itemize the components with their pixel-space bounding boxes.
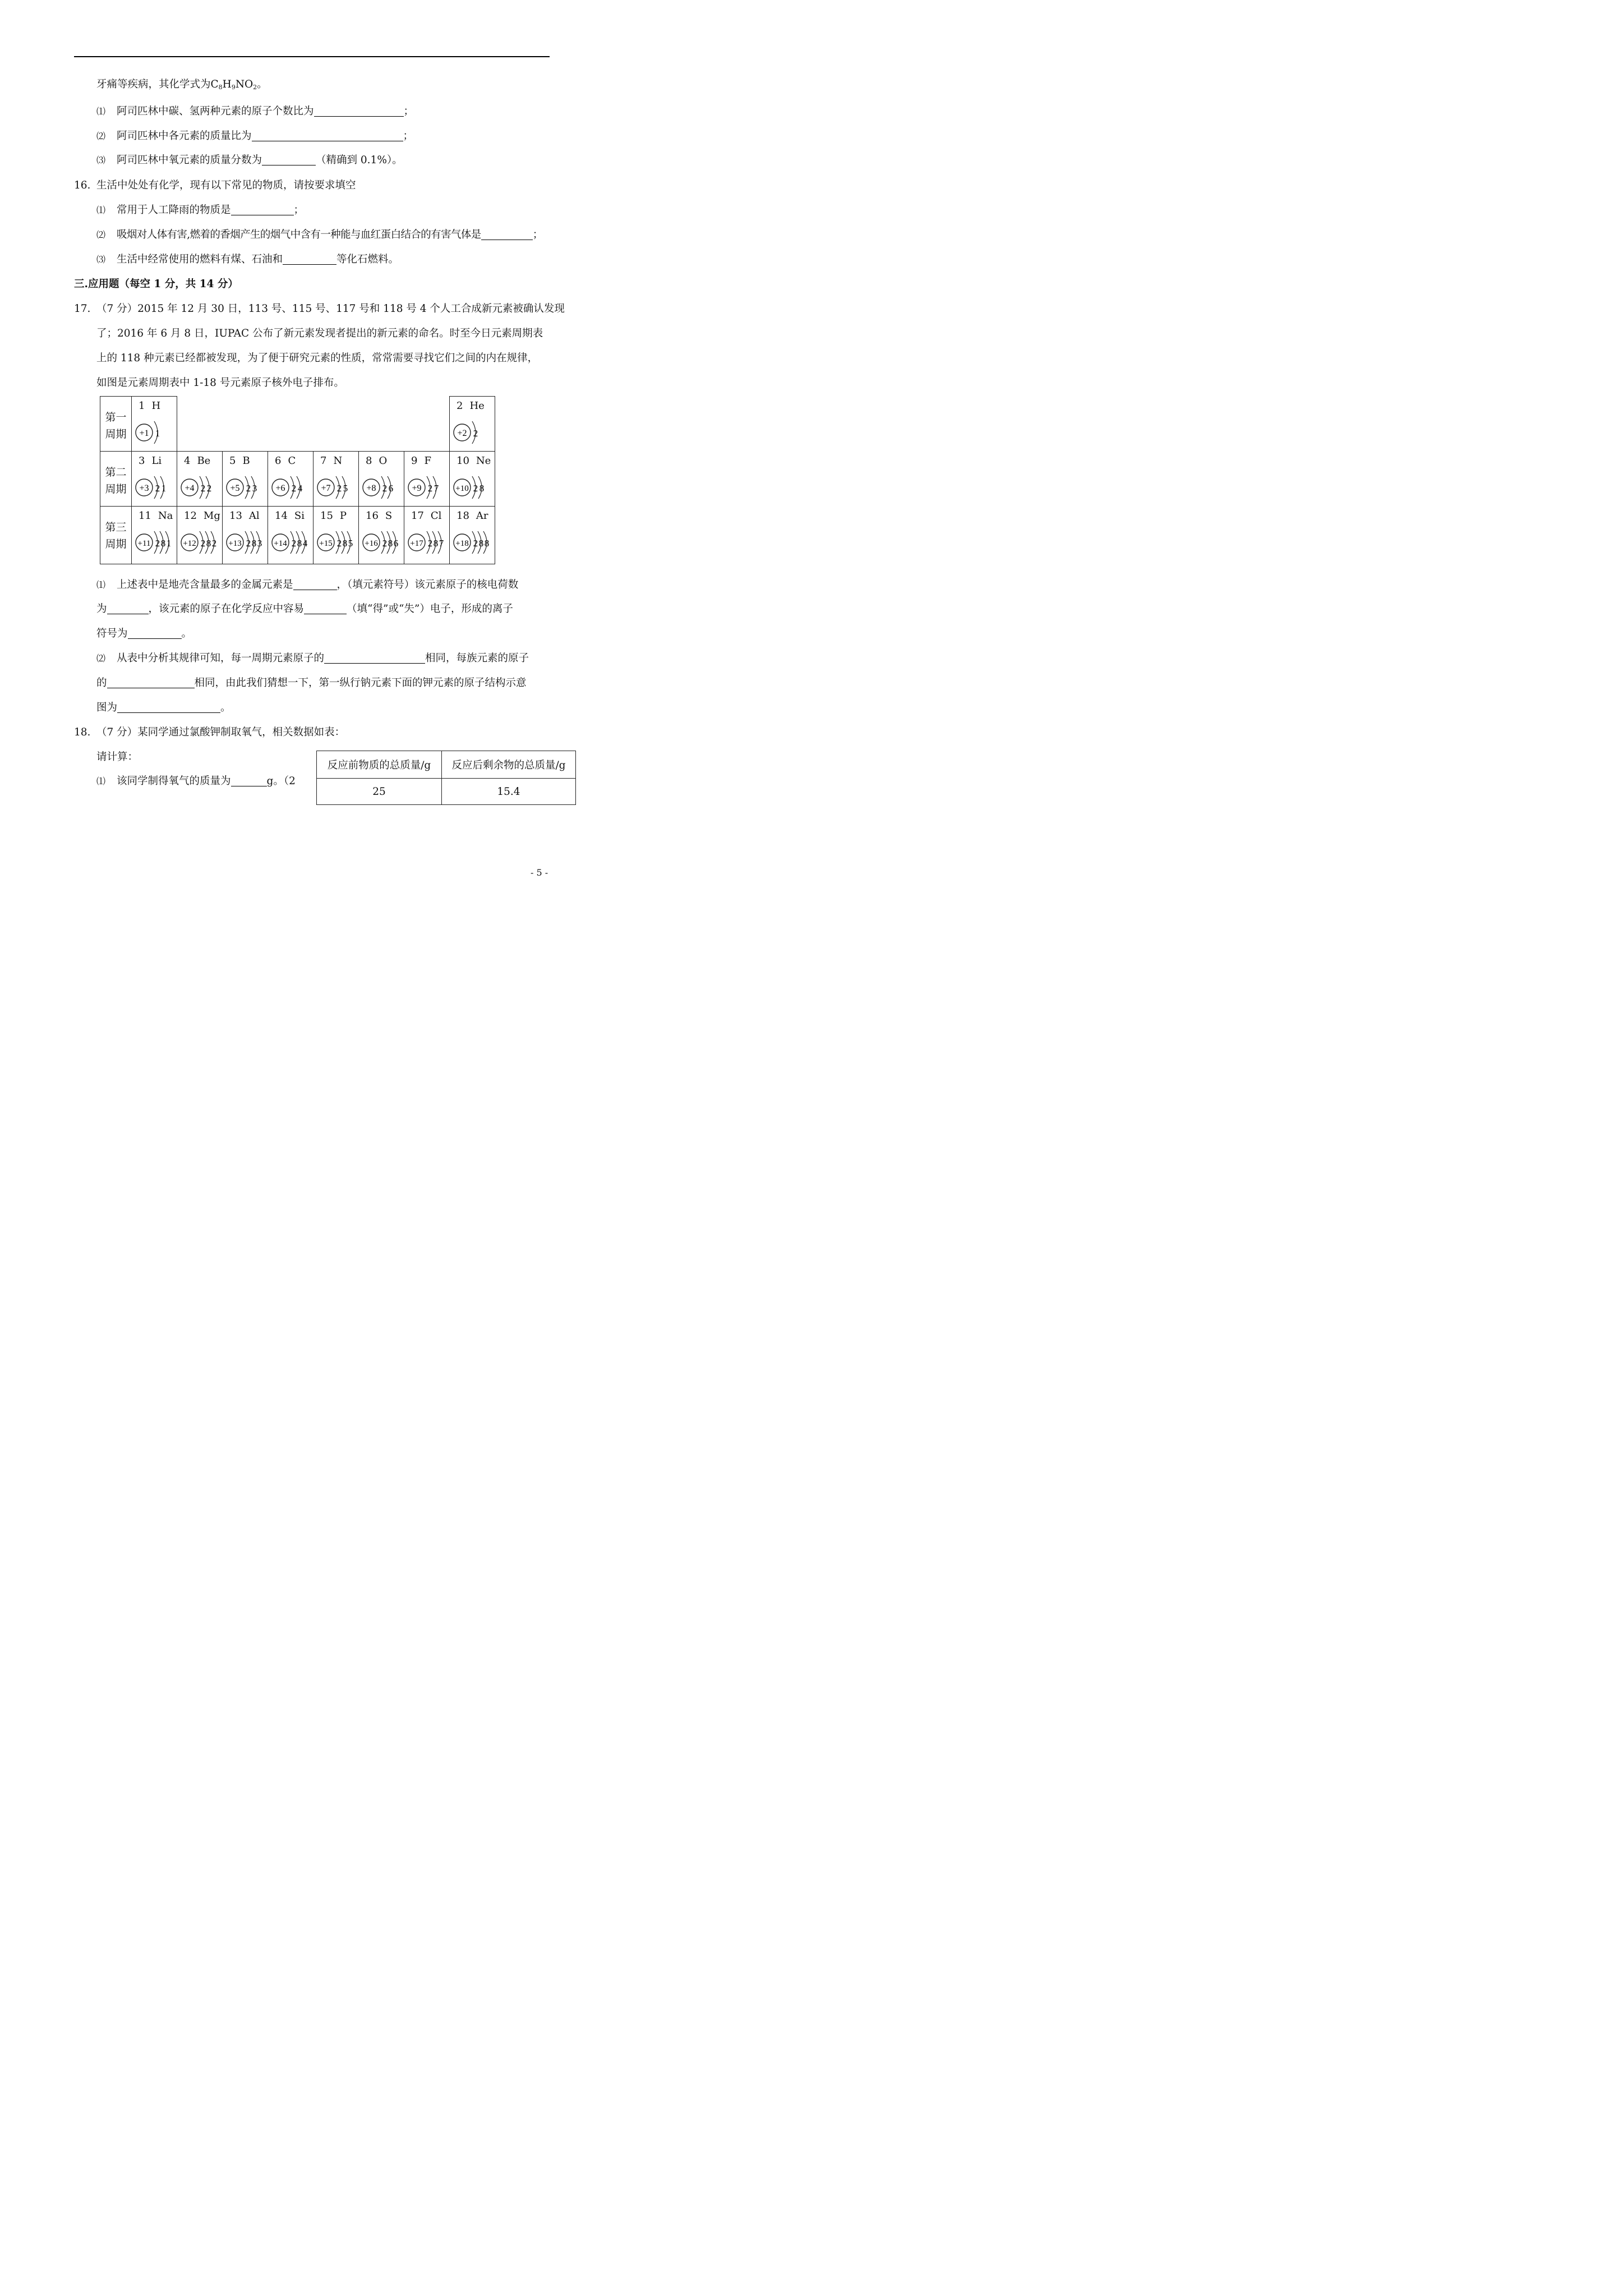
nucleus-charge: +12: [183, 539, 196, 548]
shell-electron-count: 2: [473, 538, 478, 549]
nucleus-charge: +3: [139, 484, 149, 493]
period-row-label: [100, 451, 132, 507]
element-cell: [404, 506, 450, 564]
element-symbol: Li: [151, 455, 162, 467]
atomic-number: 10: [457, 455, 469, 467]
element-header: [320, 510, 347, 522]
q16-part-2: ⑵ 吸烟对人体有害,燃着的香烟产生的烟气中含有一种能与血红蛋白结合的有害气体是 ；: [96, 229, 543, 241]
answer-blank[interactable]: [293, 578, 337, 590]
nucleus-charge: +10: [455, 484, 469, 493]
nucleus-charge: +16: [365, 539, 378, 548]
nucleus-charge: +14: [274, 539, 287, 548]
shell-electron-count: 8: [206, 538, 211, 549]
table-cell: 15.4: [442, 779, 576, 805]
atomic-number: 9: [411, 455, 418, 467]
q17-line-4: 如图是元素周期表中 1-18 号元素原子核外电子排布。: [96, 377, 344, 389]
answer-blank[interactable]: [262, 154, 316, 165]
shell-electron-count: 8: [251, 538, 257, 549]
element-header: [457, 400, 485, 412]
atom-structure-diagram: [359, 470, 404, 504]
element-symbol: C: [288, 455, 296, 467]
shell-electron-count: 7: [439, 538, 444, 549]
nucleus-charge: +11: [137, 539, 151, 548]
element-cell: [131, 396, 177, 452]
element-symbol: S: [385, 510, 393, 522]
answer-blank[interactable]: [252, 130, 403, 141]
shell-electron-count: 4: [302, 538, 308, 549]
element-header: [184, 455, 210, 467]
element-symbol: N: [333, 455, 343, 467]
period-row-label: [100, 396, 132, 452]
shell-electron-count: 6: [393, 538, 399, 549]
atom-structure-diagram: [268, 470, 313, 504]
element-cell: [449, 451, 495, 507]
table-row: [317, 779, 576, 805]
atomic-number: 4: [184, 455, 191, 467]
element-symbol: F: [424, 455, 431, 467]
atomic-number: 17: [411, 510, 424, 522]
period-row-label-text: 第一: [105, 411, 127, 424]
q17-p2-line-3: 图为 。: [96, 702, 231, 714]
shell-electron-count: 2: [427, 483, 433, 494]
q16-part-1: ⑴ 常用于人工降雨的物质是 ；: [96, 204, 305, 216]
element-symbol: H: [151, 400, 161, 412]
atomic-number: 3: [139, 455, 145, 467]
atom-structure-diagram: [313, 470, 359, 504]
nucleus-charge: +18: [455, 539, 469, 548]
shell-electron-count: 8: [342, 538, 348, 549]
element-symbol: Ne: [476, 455, 491, 467]
element-cell: [404, 451, 450, 507]
period-row-label-text: 第二: [105, 466, 127, 478]
nucleus-charge: +5: [230, 484, 240, 493]
period-row-label-text: 周期: [105, 538, 127, 550]
answer-blank[interactable]: [314, 105, 404, 117]
element-cell: [268, 451, 313, 507]
element-cell: [268, 506, 313, 564]
element-symbol: P: [339, 510, 347, 522]
element-symbol: Na: [158, 510, 173, 522]
q17-p1-line-2: 为 ，该元素的原子在化学反应中容易 （填“得”或“失”）电子，形成的离子: [96, 603, 513, 615]
nucleus-charge: +1: [139, 429, 149, 438]
element-symbol: He: [469, 400, 485, 412]
table-header-row: [317, 751, 576, 779]
element-header: [457, 510, 488, 522]
element-symbol: B: [242, 455, 250, 467]
shell-electron-count: 2: [473, 483, 478, 494]
answer-blank[interactable]: [128, 627, 182, 639]
shell-electron-count: 6: [388, 483, 394, 494]
q17-line-2: 了；2016 年 6 月 8 日，IUPAC 公布了新元素发现者提出的新元素的命名。时至今日元素周期表: [96, 328, 543, 339]
element-symbol: Ar: [476, 510, 488, 522]
answer-blank[interactable]: [231, 775, 267, 786]
shell-electron-count: 8: [160, 538, 166, 549]
oxygen-data-table: [316, 751, 576, 805]
q15-intro: 牙痛等疾病，其化学式为$C_8H_9NO_2$。: [96, 79, 268, 91]
nucleus-charge: +6: [275, 484, 285, 493]
atom-structure-diagram: [132, 415, 177, 449]
shell-electron-count: 2: [246, 538, 251, 549]
atom-structure-diagram: [313, 524, 359, 559]
element-header: [457, 455, 491, 467]
nucleus-charge: +8: [366, 484, 376, 493]
header-rule: [74, 56, 550, 57]
element-symbol: Be: [197, 455, 211, 467]
atom-structure-diagram: [223, 524, 268, 559]
shell-electron-count: 1: [155, 428, 160, 439]
nucleus-charge: +9: [412, 484, 422, 493]
element-header: [411, 455, 431, 467]
q15-part-1: ⑴ 阿司匹林中碳、氢两种元素的原子个数比为 ；: [96, 105, 414, 117]
shell-electron-count: 2: [336, 538, 342, 549]
shell-electron-count: 2: [382, 538, 388, 549]
atomic-number: 7: [320, 455, 327, 467]
atomic-number: 11: [139, 510, 151, 522]
shell-electron-count: 7: [434, 483, 439, 494]
element-cell: [313, 451, 359, 507]
element-cell: [449, 396, 495, 452]
atomic-number: 8: [366, 455, 372, 467]
q17-line-1: 17. （7 分）2015 年 12 月 30 日，113 号、115 号、117 号和 118 号 4 个人工合成新元素被确认发现: [74, 303, 565, 315]
atomic-number: 18: [457, 510, 469, 522]
shell-electron-count: 8: [433, 538, 439, 549]
element-cell: [358, 451, 404, 507]
atom-structure-diagram: [177, 524, 223, 559]
atom-structure-diagram: [223, 470, 268, 504]
shell-electron-count: 8: [484, 538, 490, 549]
shell-electron-count: 2: [382, 483, 388, 494]
nucleus-charge: +2: [457, 429, 467, 438]
atomic-number: 12: [184, 510, 197, 522]
atomic-number: 1: [139, 400, 145, 412]
element-symbol: Cl: [430, 510, 442, 522]
shell-electron-count: 2: [291, 483, 297, 494]
shell-electron-count: 1: [161, 483, 167, 494]
element-symbol: O: [379, 455, 388, 467]
shell-electron-count: 8: [297, 538, 302, 549]
shell-electron-count: 3: [257, 538, 262, 549]
page-number: - 5 -: [531, 867, 548, 878]
element-symbol: Al: [248, 510, 260, 522]
shell-electron-count: 1: [166, 538, 172, 549]
shell-electron-count: 2: [336, 483, 342, 494]
element-cell: [177, 451, 223, 507]
element-header: [139, 455, 162, 467]
table-cell: 25: [317, 779, 442, 805]
q18-part-1: ⑴ 该同学制得氧气的质量为 g。（2: [96, 775, 296, 787]
q16-stem: 16. 生活中处处有化学，现有以下常见的物质，请按要求填空: [74, 180, 356, 191]
shell-electron-count: 2: [211, 538, 217, 549]
shell-electron-count: 8: [388, 538, 393, 549]
period-row-label-text: 周期: [105, 483, 127, 495]
table-header-cell: 反应后剩余物的总质量/g: [442, 751, 576, 779]
atomic-number: 5: [229, 455, 236, 467]
element-header: [366, 510, 392, 522]
atomic-number: 14: [275, 510, 288, 522]
element-header: [184, 510, 220, 522]
q16-part-3: ⑶ 生活中经常使用的燃料有煤、石油和 等化石燃料。: [96, 254, 399, 265]
q18-calc-label: 请计算：: [96, 751, 139, 763]
answer-blank[interactable]: [107, 677, 195, 688]
shell-electron-count: 2: [200, 538, 206, 549]
answer-blank[interactable]: [324, 652, 425, 664]
element-cell: [358, 506, 404, 564]
answer-blank[interactable]: [107, 602, 149, 614]
shell-electron-count: 8: [478, 538, 484, 549]
shell-electron-count: 2: [246, 483, 251, 494]
answer-blank[interactable]: [283, 253, 336, 265]
q17-p1-line-1: ⑴ 上述表中是地壳含量最多的金属元素是 ，（填元素符号）该元素原子的核电荷数: [96, 579, 519, 591]
element-header: [139, 510, 173, 522]
atom-structure-diagram: [450, 415, 495, 449]
shell-electron-count: 8: [479, 483, 485, 494]
element-header: [275, 455, 296, 467]
period-row-label: [100, 506, 132, 564]
q15-part-3: ⑶ 阿司匹林中氧元素的质量分数为 （精确到 0.1%）。: [96, 154, 403, 166]
answer-blank[interactable]: [231, 204, 294, 215]
shell-electron-count: 2: [291, 538, 297, 549]
atom-structure-diagram: [177, 470, 223, 504]
q17-p2-line-2: 的 相同，由此我们猜想一下，第一纵行钠元素下面的钾元素的原子结构示意: [96, 677, 527, 689]
atomic-number: 6: [275, 455, 282, 467]
atom-structure-diagram: [132, 470, 177, 504]
shell-electron-count: 5: [343, 483, 348, 494]
aspirin-formula: $C_8H_9NO_2$: [210, 79, 257, 91]
nucleus-charge: +17: [410, 539, 423, 548]
atom-structure-diagram: [268, 524, 313, 559]
element-cell: [177, 506, 223, 564]
nucleus-charge: +4: [185, 484, 195, 493]
atom-structure-diagram: [450, 524, 495, 559]
answer-blank[interactable]: [481, 228, 533, 240]
atomic-number: 15: [320, 510, 333, 522]
element-cell: [222, 451, 268, 507]
shell-electron-count: 3: [252, 483, 257, 494]
section-3-title: 三.应用题（每空 1 分，共 14 分）: [74, 278, 238, 290]
shell-electron-count: 2: [206, 483, 212, 494]
atomic-number: 13: [229, 510, 242, 522]
shell-electron-count: 2: [427, 538, 433, 549]
element-header: [411, 510, 441, 522]
shell-electron-count: 2: [200, 483, 206, 494]
shell-electron-count: 2: [155, 483, 160, 494]
element-cell: [313, 506, 359, 564]
periodic-table-electron-configuration: [100, 396, 492, 566]
element-header: [275, 510, 305, 522]
atomic-number: 16: [366, 510, 379, 522]
period-row-label-text: 周期: [105, 428, 127, 440]
shell-electron-count: 2: [473, 428, 478, 439]
q15-part-2: ⑵ 阿司匹林中各元素的质量比为 ；: [96, 130, 414, 142]
atomic-number: 2: [457, 400, 463, 412]
shell-electron-count: 5: [348, 538, 353, 549]
atom-structure-diagram: [404, 470, 450, 504]
element-header: [139, 400, 160, 412]
element-header: [320, 455, 342, 467]
element-header: [366, 455, 387, 467]
period-row-label-text: 第三: [105, 521, 127, 533]
atom-structure-diagram: [404, 524, 450, 559]
q17-line-3: 上的 118 种元素已经都被发现，为了便于研究元素的性质，常常需要寻找它们之间的内在规律，: [96, 352, 538, 364]
nucleus-charge: +15: [319, 539, 333, 548]
answer-blank[interactable]: [117, 701, 220, 713]
element-cell: [222, 506, 268, 564]
element-cell: [131, 451, 177, 507]
element-header: [229, 510, 260, 522]
element-symbol: Mg: [203, 510, 220, 522]
element-cell: [131, 506, 177, 564]
atom-structure-diagram: [450, 470, 495, 504]
atom-structure-diagram: [132, 524, 177, 559]
shell-electron-count: 4: [297, 483, 303, 494]
q17-p2-line-1: ⑵ 从表中分析其规律可知，每一周期元素原子的 相同，每族元素的原子: [96, 652, 529, 664]
nucleus-charge: +13: [228, 539, 242, 548]
shell-electron-count: 2: [155, 538, 160, 549]
element-symbol: Si: [294, 510, 305, 522]
element-cell: [449, 506, 495, 564]
q17-p1-line-3: 符号为 。: [96, 628, 192, 639]
q18-stem: 18. （7 分）某同学通过氯酸钾制取氧气，相关数据如表：: [74, 726, 345, 738]
element-header: [229, 455, 250, 467]
atom-structure-diagram: [359, 524, 404, 559]
nucleus-charge: +7: [321, 484, 331, 493]
table-header-cell: 反应前物质的总质量/g: [317, 751, 442, 779]
answer-blank[interactable]: [304, 602, 347, 614]
